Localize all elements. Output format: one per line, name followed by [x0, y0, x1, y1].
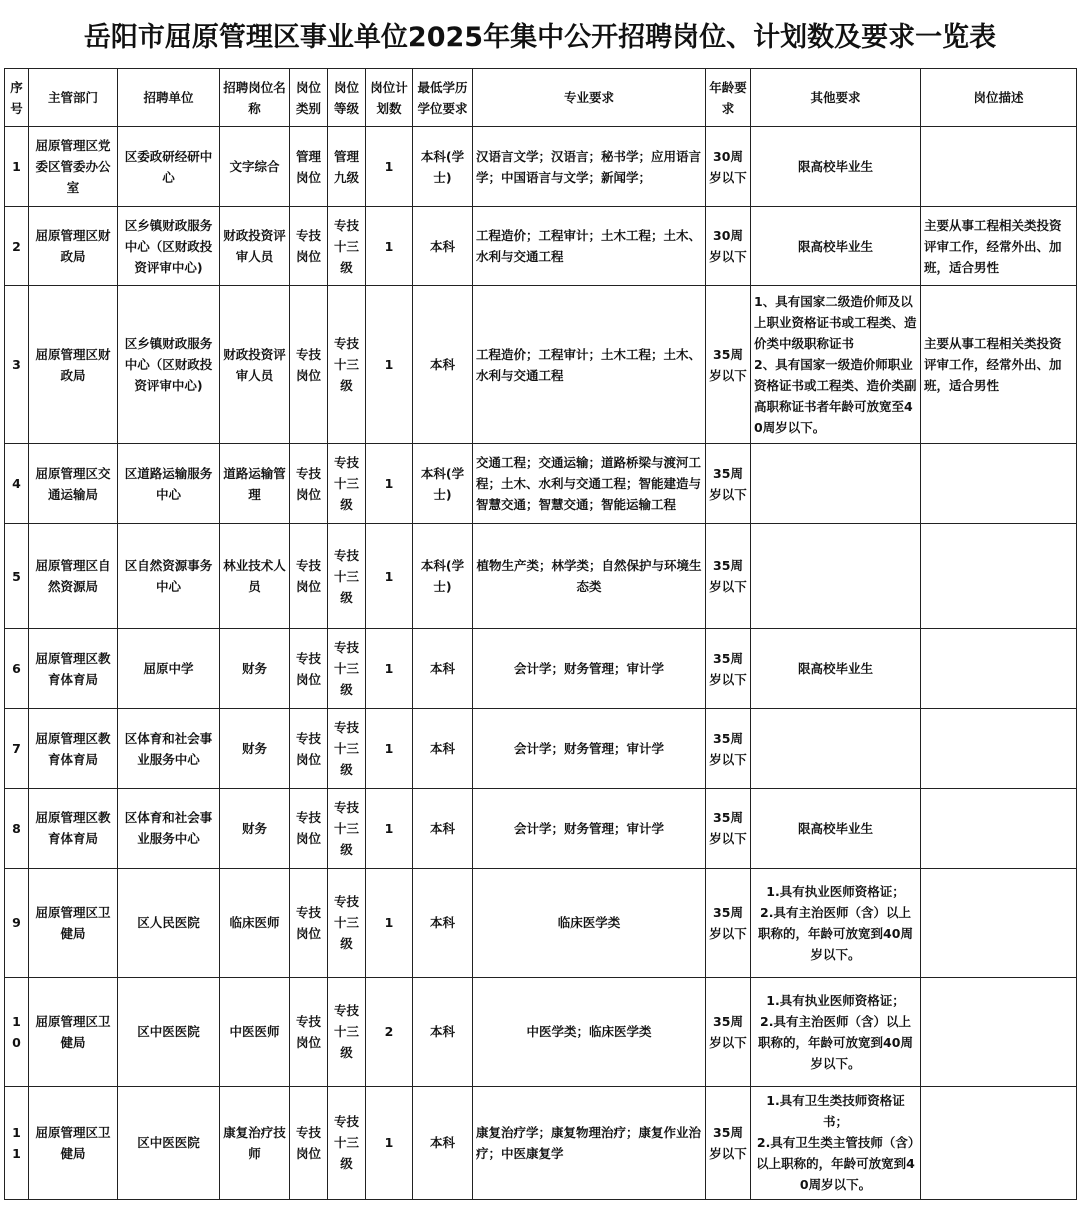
row-number: 11 [5, 1086, 29, 1199]
hiring-unit: 区体育和社会事业服务中心 [118, 788, 220, 868]
post-description [921, 524, 1077, 629]
other-requirement: 1.具有执业医师资格证； 2.具有主治医师（含）以上职称的，年龄可放宽到40周岁以下。 [751, 977, 921, 1086]
post-level: 专技十三级 [328, 1086, 366, 1199]
post-count: 1 [366, 207, 413, 286]
other-requirement [751, 709, 921, 788]
hiring-unit: 区乡镇财政服务中心（区财政投资评审中心) [118, 286, 220, 444]
column-header: 岗位等级 [328, 69, 366, 127]
post-count: 1 [366, 709, 413, 788]
column-header: 岗位计划数 [366, 69, 413, 127]
major-requirement: 会计学；财务管理；审计学 [473, 709, 706, 788]
hiring-unit: 区委政研经研中心 [118, 127, 220, 207]
age-requirement: 35周岁以下 [706, 629, 751, 709]
post-level: 专技十三级 [328, 868, 366, 977]
department: 屈原管理区教育体育局 [29, 709, 118, 788]
post-name: 财务 [220, 788, 290, 868]
column-header: 招聘岗位名称 [220, 69, 290, 127]
post-level: 专技十三级 [328, 629, 366, 709]
major-requirement: 工程造价；工程审计；土木工程；土木、水利与交通工程 [473, 286, 706, 444]
major-requirement: 工程造价；工程审计；土木工程；土木、水利与交通工程 [473, 207, 706, 286]
post-level: 专技十三级 [328, 444, 366, 524]
major-requirement: 会计学；财务管理；审计学 [473, 788, 706, 868]
post-name: 临床医师 [220, 868, 290, 977]
table-row [5, 207, 1077, 286]
post-category: 专技岗位 [290, 977, 328, 1086]
post-description: 主要从事工程相关类投资评审工作，经常外出、加班，适合男性 [921, 286, 1077, 444]
table-row [5, 286, 1077, 444]
post-description [921, 788, 1077, 868]
column-header: 岗位类别 [290, 69, 328, 127]
post-count: 1 [366, 1086, 413, 1199]
hiring-unit: 区体育和社会事业服务中心 [118, 709, 220, 788]
post-count: 2 [366, 977, 413, 1086]
page-title: 岳阳市屈原管理区事业单位2025年集中公开招聘岗位、计划数及要求一览表 [83, 21, 997, 53]
post-name: 财政投资评审人员 [220, 207, 290, 286]
other-requirement: 限高校毕业生 [751, 629, 921, 709]
row-number: 3 [5, 286, 29, 444]
age-requirement: 30周岁以下 [706, 207, 751, 286]
age-requirement: 30周岁以下 [706, 127, 751, 207]
department: 屈原管理区财政局 [29, 207, 118, 286]
row-number: 2 [5, 207, 29, 286]
hiring-unit: 区中医医院 [118, 977, 220, 1086]
row-number: 5 [5, 524, 29, 629]
age-requirement: 35周岁以下 [706, 977, 751, 1086]
column-header: 招聘单位 [118, 69, 220, 127]
post-count: 1 [366, 524, 413, 629]
table-row [5, 709, 1077, 788]
post-count: 1 [366, 868, 413, 977]
post-name: 财政投资评审人员 [220, 286, 290, 444]
department: 屈原管理区财政局 [29, 286, 118, 444]
major-requirement: 中医学类；临床医学类 [473, 977, 706, 1086]
education: 本科 [413, 868, 473, 977]
table-row [5, 788, 1077, 868]
post-count: 1 [366, 788, 413, 868]
department: 屈原管理区交通运输局 [29, 444, 118, 524]
hiring-unit: 区乡镇财政服务中心（区财政投资评审中心) [118, 207, 220, 286]
table-row [5, 868, 1077, 977]
major-requirement: 会计学；财务管理；审计学 [473, 629, 706, 709]
post-count: 1 [366, 629, 413, 709]
row-number: 7 [5, 709, 29, 788]
post-count: 1 [366, 444, 413, 524]
department: 屈原管理区卫健局 [29, 868, 118, 977]
department: 屈原管理区卫健局 [29, 1086, 118, 1199]
post-count: 1 [366, 127, 413, 207]
post-count: 1 [366, 286, 413, 444]
education: 本科 [413, 977, 473, 1086]
column-header: 岗位描述 [921, 69, 1077, 127]
hiring-unit: 区中医医院 [118, 1086, 220, 1199]
post-category: 管理岗位 [290, 127, 328, 207]
department: 屈原管理区自然资源局 [29, 524, 118, 629]
department: 屈原管理区教育体育局 [29, 788, 118, 868]
post-level: 专技十三级 [328, 286, 366, 444]
other-requirement: 1、具有国家二级造价师及以上职业资格证书或工程类、造价类中级职称证书 2、具有国家一级造价师职业资格证书或工程类、造价类副高职称证书者年龄可放宽至40周岁以下。 [751, 286, 921, 444]
age-requirement: 35周岁以下 [706, 788, 751, 868]
other-requirement: 限高校毕业生 [751, 127, 921, 207]
table-header-row [5, 69, 1077, 127]
table-row [5, 444, 1077, 524]
major-requirement: 汉语言文学；汉语言；秘书学；应用语言学；中国语言与文学；新闻学； [473, 127, 706, 207]
education: 本科 [413, 207, 473, 286]
hiring-unit: 区人民医院 [118, 868, 220, 977]
row-number: 10 [5, 977, 29, 1086]
other-requirement: 1.具有卫生类技师资格证书； 2.具有卫生类主管技师（含）以上职称的，年龄可放宽到40周岁以下。 [751, 1086, 921, 1199]
post-description [921, 868, 1077, 977]
row-number: 1 [5, 127, 29, 207]
department: 屈原管理区教育体育局 [29, 629, 118, 709]
table-row [5, 127, 1077, 207]
column-header: 最低学历学位要求 [413, 69, 473, 127]
post-description [921, 1086, 1077, 1199]
table-row [5, 1086, 1077, 1199]
other-requirement: 1.具有执业医师资格证； 2.具有主治医师（含）以上职称的，年龄可放宽到40周岁以下。 [751, 868, 921, 977]
post-description [921, 444, 1077, 524]
table-row [5, 977, 1077, 1086]
education: 本科 [413, 286, 473, 444]
other-requirement: 限高校毕业生 [751, 788, 921, 868]
post-name: 文字综合 [220, 127, 290, 207]
row-number: 6 [5, 629, 29, 709]
column-header: 其他要求 [751, 69, 921, 127]
post-description [921, 629, 1077, 709]
hiring-unit: 区道路运输服务中心 [118, 444, 220, 524]
column-header: 专业要求 [473, 69, 706, 127]
age-requirement: 35周岁以下 [706, 868, 751, 977]
department: 屈原管理区卫健局 [29, 977, 118, 1086]
education: 本科 [413, 629, 473, 709]
post-name: 道路运输管理 [220, 444, 290, 524]
education: 本科(学士) [413, 127, 473, 207]
education: 本科 [413, 1086, 473, 1199]
post-level: 专技十三级 [328, 788, 366, 868]
post-category: 专技岗位 [290, 444, 328, 524]
row-number: 8 [5, 788, 29, 868]
hiring-unit: 屈原中学 [118, 629, 220, 709]
column-header: 序号 [5, 69, 29, 127]
education: 本科(学士) [413, 524, 473, 629]
age-requirement: 35周岁以下 [706, 444, 751, 524]
post-category: 专技岗位 [290, 629, 328, 709]
table-row [5, 524, 1077, 629]
column-header: 年龄要求 [706, 69, 751, 127]
post-category: 专技岗位 [290, 709, 328, 788]
post-description [921, 977, 1077, 1086]
post-level: 专技十三级 [328, 709, 366, 788]
post-description [921, 709, 1077, 788]
hiring-unit: 区自然资源事务中心 [118, 524, 220, 629]
major-requirement: 康复治疗学；康复物理治疗；康复作业治疗；中医康复学 [473, 1086, 706, 1199]
post-category: 专技岗位 [290, 207, 328, 286]
department: 屈原管理区党委区管委办公室 [29, 127, 118, 207]
row-number: 9 [5, 868, 29, 977]
post-description: 主要从事工程相关类投资评审工作，经常外出、加班，适合男性 [921, 207, 1077, 286]
recruitment-table [4, 68, 1077, 1200]
post-level: 专技十三级 [328, 207, 366, 286]
row-number: 4 [5, 444, 29, 524]
major-requirement: 临床医学类 [473, 868, 706, 977]
age-requirement: 35周岁以下 [706, 524, 751, 629]
major-requirement: 植物生产类；林学类；自然保护与环境生态类 [473, 524, 706, 629]
post-level: 专技十三级 [328, 524, 366, 629]
post-category: 专技岗位 [290, 524, 328, 629]
other-requirement [751, 524, 921, 629]
other-requirement [751, 444, 921, 524]
post-category: 专技岗位 [290, 868, 328, 977]
post-name: 财务 [220, 709, 290, 788]
table-row [5, 629, 1077, 709]
post-name: 林业技术人员 [220, 524, 290, 629]
education: 本科(学士) [413, 444, 473, 524]
age-requirement: 35周岁以下 [706, 709, 751, 788]
post-name: 中医医师 [220, 977, 290, 1086]
major-requirement: 交通工程；交通运输；道路桥梁与渡河工程；土木、水利与交通工程；智能建造与智慧交通；智慧交通；智能运输工程 [473, 444, 706, 524]
education: 本科 [413, 709, 473, 788]
post-name: 财务 [220, 629, 290, 709]
post-category: 专技岗位 [290, 788, 328, 868]
post-category: 专技岗位 [290, 1086, 328, 1199]
post-level: 管理九级 [328, 127, 366, 207]
other-requirement: 限高校毕业生 [751, 207, 921, 286]
education: 本科 [413, 788, 473, 868]
post-level: 专技十三级 [328, 977, 366, 1086]
post-category: 专技岗位 [290, 286, 328, 444]
post-description [921, 127, 1077, 207]
age-requirement: 35周岁以下 [706, 1086, 751, 1199]
post-name: 康复治疗技师 [220, 1086, 290, 1199]
age-requirement: 35周岁以下 [706, 286, 751, 444]
column-header: 主管部门 [29, 69, 118, 127]
